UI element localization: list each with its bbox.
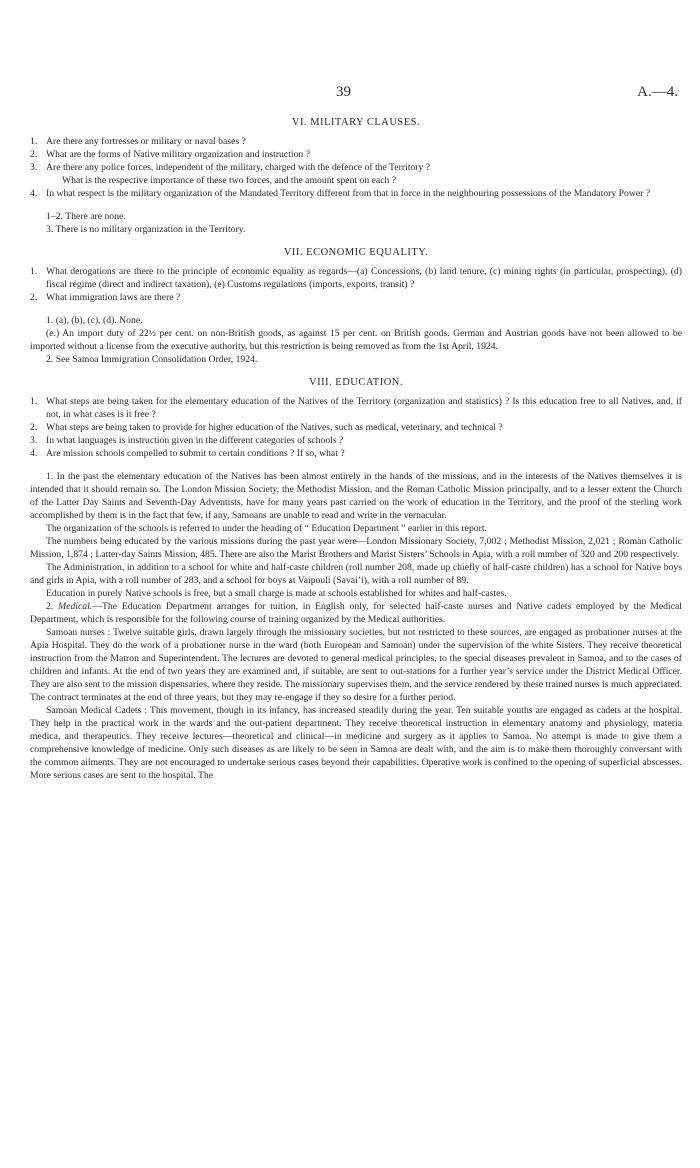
question-item: 4. In what respect is the military organization of the Mandated Territory different from that in force in the neighbouring possessions of the Mandatory Power ? (30, 188, 651, 199)
section-heading-education: VIII. EDUCATION. (308, 377, 404, 388)
question-item: 4. Are mission schools compelled to submit to certain conditions ? If so, what ? (30, 448, 345, 459)
page-number: 39 (336, 84, 351, 100)
answer-text: 1. (a), (b), (c), (d). None. (46, 315, 143, 326)
document-reference: A.—4. (637, 84, 678, 100)
question-item: 3. Are there any police forces, independent of the military, charged with the defence of the Territory ? (30, 162, 431, 173)
nurses-paragraph: Samoan nurses : Twelve suitable girls, drawn largely through the missionary societies, but not restricted to these sources, are engaged as probationer nurses at the Apia Hospital. They do the work of a probationer nurse in the ward (both European and Samoan) under the supervision of the white Sisters. They receive theoretical instruction from the Matron and Superintendent. The lectures are devoted to general medical principles, to the special diseases prevalent in Samoa, and to the cases of children and infants. At the end of two years they are examined and, if suitable, are sent to out-stations for a further year’s service under the District Medical Officer. They are also sent to the mission dispensaries, where they reside. The missionary supervises them, and the service rendered by these trained nurses is much appreciated. The contract terminates at the end of three years, but they may re-engage if they so desire for a further period. (30, 627, 682, 703)
military-questions (30, 135, 682, 200)
body-paragraph: Education in purely Native schools is free, but a small charge is made at schools established for whites and half-castes. (46, 588, 507, 599)
question-item: 1. Are there any fortresses or military or naval bases ? (30, 136, 246, 147)
question-item: 1. What derogations are there to the principle of economic equality as regards—(a) Concessions, (b) land tenure, (c) mining rights (in particular, prospecting), (d) fiscal régime (direct and indirect taxation), (e) Customs regulations (imports, exports, transit) ? (30, 266, 682, 290)
body-paragraph: The Administration, in addition to a school for white and half-caste children (roll number 208, made up chiefly of half-caste children) has a school for Native boys and girls in Apia, with a roll number of 283, and a school for boys at Vaipouli (Savai’i), with a roll number of 89. (30, 562, 682, 586)
answer-paragraph: (e.) An import duty of 22½ per cent. on non-British goods, as against 15 per cent. on British goods. German and Austrian goods have not been allowed to be imported without a license from the executive authority, but this restriction is being removed as from the 1st April, 1924. (30, 328, 682, 352)
question-item: 2. What steps are being taken to provide for higher education of the Natives, such as medical, veterinary, and technical ? (30, 422, 503, 433)
question-item: 1. What steps are being taken for the elementary education of the Natives of the Territory (organization and statistics) ? Is this education free to all Natives, and, if not, in what cases is it free ? (30, 396, 682, 420)
body-paragraph: The numbers being educated by the various missions during the past year were—London Missionary Society, 7,002 ; Methodist Mission, 2,021 ; Roman Catholic Mission, 1,874 ; Latter-day Saints Mission, 485. There are also the Marist Brothers and Marist Sisters’ Schools in Apia, with a roll number of 320 and 200 respectively. (30, 536, 682, 560)
question-continuation: What is the respective importance of these two forces, and the amount spent on each ? (62, 175, 397, 186)
body-paragraph: The organization of the schools is referred to under the heading of “ Education Department ” earlier in this report. (46, 523, 487, 534)
page-header (0, 84, 700, 104)
medical-paragraph: 2. Medical.—The Education Department arranges for tuition, in English only, for selected half-caste nurses and Native cadets employed by the Medical Department, which is responsible for the following course of training organized by the Medical authorities. (30, 601, 682, 625)
cadets-paragraph: Samoan Medical Cadets : This movement, though in its infancy, has increased steadily during the year. Ten suitable youths are engaged as cadets at the hospital. They help in the practical work in the wards and the out-patient department. They receive theoretical instruction in elementary anatomy and physiology, materia medica, and therapeutics. They receive lectures—theoretical and clinical—in medicine and surgery as it applies to Samoa. No attempt is made to give them a comprehensive knowledge of medicine. Only such diseases as are likely to be seen in Samoa are dealt with, and the aim is to make them thoroughly conversant with the common ailments. They are not encouraged to undertake serious cases beyond their capabilities. Operative work is confined to the opening of superficial abscesses. More serious cases are sent to the hospital. The (30, 705, 682, 781)
answer-text: 1–2. There are none. (46, 211, 126, 222)
section-heading-economic: VII. ECONOMIC EQUALITY. (283, 247, 429, 258)
document-body (30, 116, 682, 782)
body-paragraph: 1. In the past the elementary education of the Natives has been almost entirely in the hands of the missions, and in the interests of the Natives themselves it is intended that it should remain so. The London Mission Society, the Methodist Mission, and the Roman Catholic Mission principally, and to a lesser extent the Church of the Latter Day Saints and Seventh-Day Adventists, have for many years past carried on the work of education in the Territory, and the proof of the sterling work accomplished by them is in the fact that few, if any, Samoans are unable to read and write in the vernacular. (30, 471, 682, 521)
question-item: 3. In what languages is instruction given in the different categories of schools ? (30, 435, 344, 446)
answer-text: 2. See Samoa Immigration Consolidation Order, 1924. (46, 354, 258, 365)
section-heading-military: VI. MILITARY CLAUSES. (291, 117, 421, 128)
answer-text: 3. There is no military organization in the Territory. (46, 224, 246, 235)
question-item: 2. What immigration laws are there ? (30, 292, 181, 303)
question-item: 2. What are the forms of Native military organization and instruction ? (30, 149, 310, 160)
